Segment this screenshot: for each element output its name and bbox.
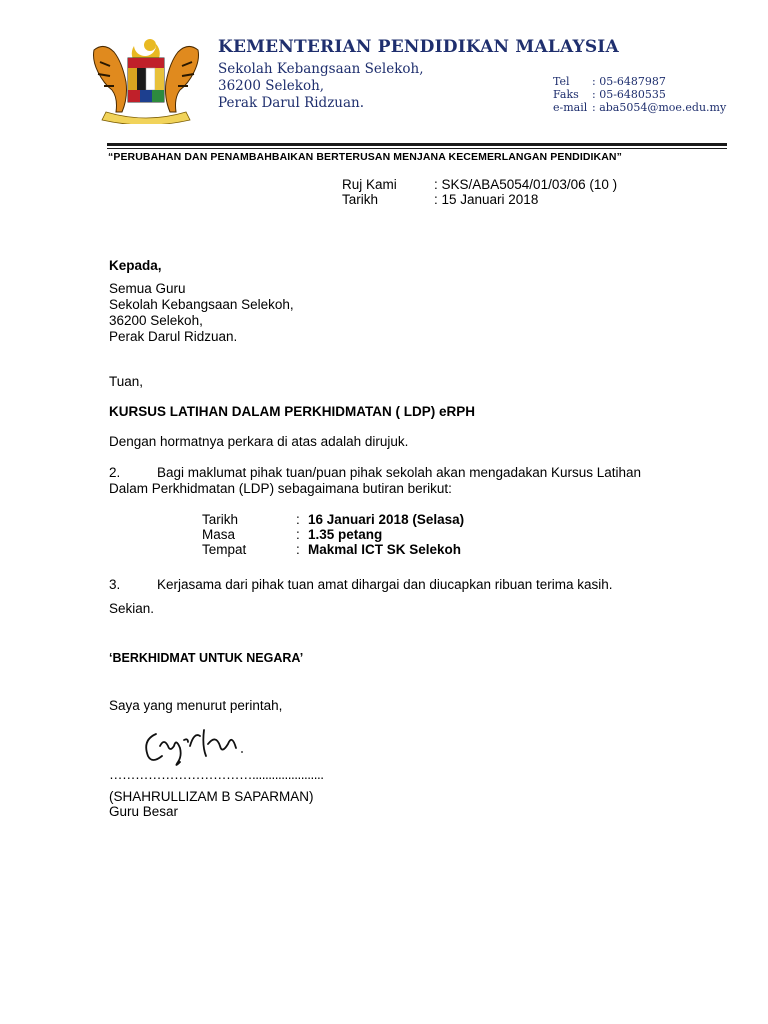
detail-date-label: Tarikh <box>202 512 239 527</box>
recipient-line: Sekolah Kebangsaan Selekoh, <box>109 297 294 312</box>
motto: “PERUBAHAN DAN PENAMBAHBAIKAN BERTERUSAN MENJANA KECEMERLANGAN PENDIDIKAN” <box>108 151 622 163</box>
ministry-name: KEMENTERIAN PENDIDIKAN MALAYSIA <box>218 37 619 57</box>
header-divider-thick <box>107 143 727 146</box>
recipient-line: Semua Guru <box>109 281 186 296</box>
signatory-name: (SHAHRULLIZAM B SAPARMAN) <box>109 789 314 804</box>
detail-date-value: 16 Januari 2018 (Selasa) <box>308 512 465 527</box>
tel-value: : 05-6487987 <box>592 75 666 88</box>
signatory-title: Guru Besar <box>109 804 179 819</box>
paragraph-3: Kerjasama dari pihak tuan amat dihargai dan diucapkan ribuan terima kasih. <box>157 577 613 592</box>
paragraph-2-line-2: Dalam Perkhidmatan (LDP) sebagaimana butiran berikut: <box>109 481 452 496</box>
date-value: : 15 Januari 2018 <box>434 192 539 207</box>
header-divider-thin <box>107 148 727 149</box>
paragraph-2-line-1: Bagi maklumat pihak tuan/puan pihak sekolah akan mengadakan Kursus Latihan <box>157 465 642 480</box>
email-label: e-mail <box>553 101 588 114</box>
salutation: Tuan, <box>109 374 144 389</box>
paragraph-1: Dengan hormatnya perkara di atas adalah dirujuk. <box>109 434 409 449</box>
paragraph-3-number: 3. <box>109 577 121 592</box>
sign-off: Saya yang menurut perintah, <box>109 698 283 713</box>
detail-venue-value: Makmal ICT SK Selekoh <box>308 542 462 557</box>
ruj-value: : SKS/ABA5054/01/03/06 (10 ) <box>434 177 618 192</box>
coat-of-arms-logo <box>84 32 208 124</box>
school-state: Perak Darul Ridzuan. <box>218 95 365 111</box>
letter-subject: KURSUS LATIHAN DALAM PERKHIDMATAN ( LDP) eRPH <box>109 404 475 419</box>
tel-label: Tel <box>553 75 570 88</box>
detail-time-colon: : <box>296 527 300 542</box>
detail-venue-colon: : <box>296 542 300 557</box>
fax-label: Faks <box>553 88 579 101</box>
closing: Sekian. <box>109 601 155 616</box>
detail-time-value: 1.35 petang <box>308 527 383 542</box>
school-name: Sekolah Kebangsaan Selekoh, <box>218 61 424 77</box>
email-value: : aba5054@moe.edu.my <box>592 101 727 114</box>
fax-value: : 05-6480535 <box>592 88 666 101</box>
recipient-line: Perak Darul Ridzuan. <box>109 329 238 344</box>
detail-venue-label: Tempat <box>202 542 247 557</box>
slogan: ‘BERKHIDMAT UNTUK NEGARA’ <box>109 651 304 665</box>
school-postcode: 36200 Selekoh, <box>218 78 325 94</box>
recipient-heading: Kepada, <box>109 258 162 273</box>
handwritten-signature <box>138 722 248 770</box>
recipient-line: 36200 Selekoh, <box>109 313 203 328</box>
date-label: Tarikh <box>342 192 379 207</box>
detail-time-label: Masa <box>202 527 236 542</box>
detail-date-colon: : <box>296 512 300 527</box>
paragraph-2-number: 2. <box>109 465 121 480</box>
ruj-label: Ruj Kami <box>342 177 397 192</box>
signature-line: ……………………………...................... <box>109 767 324 782</box>
